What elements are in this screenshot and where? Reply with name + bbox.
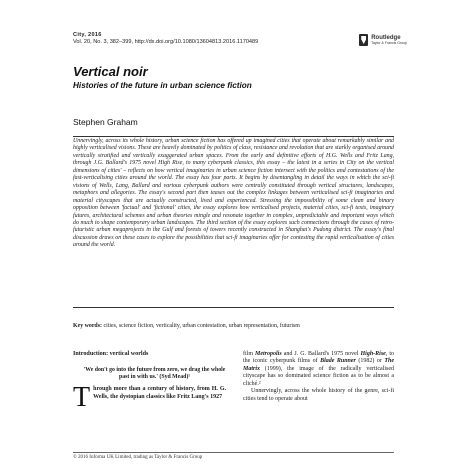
citation-line: Vol. 20, No. 3, 382–399, http://dx.doi.org/10.1080/13604813.2016.1170489 [73,39,259,46]
text-run: , to the iconic cyberpunk films of [243,351,395,365]
section-heading: Introduction: vertical worlds [73,351,149,357]
epigraph: 'We don't go into the future from zero, we drag the whole past in with us.' (Syd Mead)¹ [83,366,226,380]
film-title-blade-runner: Blade Runner [320,358,356,365]
text-run: and J. G. Ballard's 1975 novel [281,351,361,357]
abstract-text: Unnervingly, across its whole history, urban science fiction has offered up imagined cities that operate about remarkably similar and highly verticalised visions. These are heavily dominated by politics of class, resistance and revolution that are starkly organised around vertically stratified and vertically exaggerated urban spaces. From the early and definitive efforts of H.G. Wells and Fritz Lang, through J.G. Ballard's 1975 novel High Rise, to many cyberpunk classics, this essay – the latest in a series in City on the vertical dimensions of cities' – reflects on how vertical imaginaries in urban science fiction intersect with the politics and contestations of the fast-verticalising cities around the world. The essay has four parts. It begins by disentangling in detail the ways in which the sci-fi visions of Wells, Lang, Ballard and various cyberpunk authors were centrally constituted through vertical structures, landscapes, metaphors and allegories. The essay's second part then teases out the complex linkages between verticalised sci-fi imaginaries and material cityscapes that are actually constructed, lived and experienced. Stressing the impossibility of some clean and binary opposition between 'factual' and 'fictional' cities, the essay explores how verticalised projects, material cities, sci-fi texts, imaginary futures, architectural schemes and urban theories mingle and resonate together in complex, unpredictable and important ways which do much to shape contemporary urban landscapes. The third section of the essay explores such connections through the cases of retro-futuristic urban megaprojects in the Gulf and forests of towers recently constructed in Shanghai's Pudong district. The essay's final discussion draws on these cases to explore the possibilities that sci-fi imaginaries offer for contesting the rapid verticalisation of cities around the world. [73,138,394,249]
publisher-name [371,35,407,46]
novel-title-high-rise: High-Rise [360,351,386,357]
right-paragraph-1 [243,351,394,388]
article-author: Stephen Graham [73,117,138,127]
opening-text: hrough more than a century of history, from H. G. Wells, the dystopian classics like Fritz Lang's 1927 [93,386,226,400]
journal-name: City, 2016 [73,32,102,38]
film-title-matrix: The Matrix [243,358,394,372]
footer-rule [73,452,394,453]
keywords-label: Key words: [73,323,102,329]
abstract-bottom-rule [73,307,394,308]
right-paragraph-2: Unnervingly, across the whole history of the genre, sci-fi cities tend to operate about [243,388,394,402]
publisher-block [359,34,407,46]
left-column [73,351,226,414]
film-title-metropolis: Metropolis [255,351,282,357]
article-subtitle: Histories of the future in urban science fiction [73,81,252,90]
text-run: (1982) or [355,358,385,365]
publisher-title: Routledge [371,34,401,41]
journal-header [73,32,258,46]
right-column [243,351,394,403]
keywords [73,323,394,330]
opening-paragraph [73,382,226,414]
publisher-subtitle: Taylor & Francis Group [371,41,407,46]
copyright-footer: © 2016 Informa UK Limited, trading as Taylor & Francis Group [73,455,203,460]
routledge-logo-icon [359,34,368,46]
drop-cap: T [73,382,91,414]
keywords-list: cities, science fiction, verticality, urban contestation, urban representation, futurism [103,323,300,329]
text-run: (1999), the image of the radically verticalised cityscape has so dominated science fiction as to be almost a cliché.² [243,365,394,387]
article-title: Vertical noir [73,64,148,79]
abstract-top-rule [73,136,394,137]
text-run: film [243,351,256,357]
